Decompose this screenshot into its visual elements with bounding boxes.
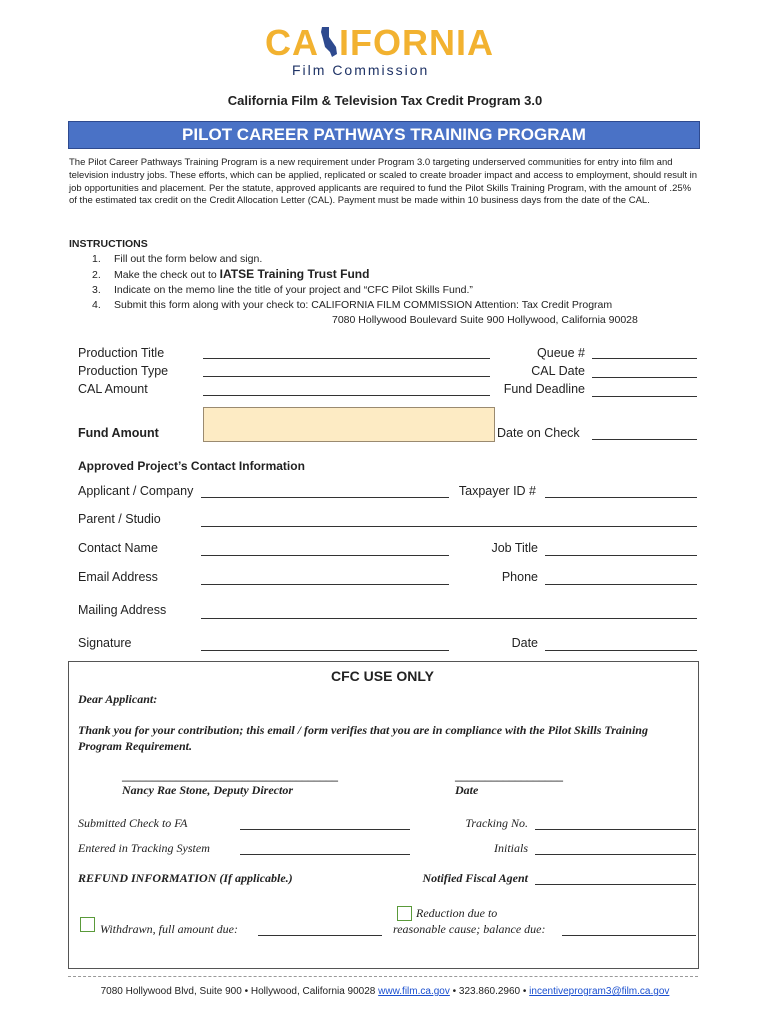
- logo-text-b: IFORNIA: [339, 22, 494, 63]
- submitted-check-field[interactable]: [240, 829, 410, 830]
- date-on-check-field[interactable]: [592, 439, 697, 440]
- signature-date-label: Date: [511, 636, 538, 650]
- withdrawn-amount-field[interactable]: [258, 935, 382, 936]
- cal-amount-label: CAL Amount: [78, 382, 148, 396]
- submitted-check-label: Submitted Check to FA: [78, 816, 188, 830]
- taxpayer-id-field[interactable]: [545, 497, 697, 498]
- thank-you-text: Thank you for your contribution; this email / form verifies that you are in compliance with the Pilot Skills Training Program Requirement.: [78, 723, 648, 753]
- footer-website-link[interactable]: www.film.ca.gov: [378, 986, 450, 997]
- email-field[interactable]: [201, 584, 449, 585]
- production-title-label: Production Title: [78, 346, 165, 360]
- initials-field[interactable]: [535, 854, 696, 855]
- mailing-address-field[interactable]: [201, 618, 697, 619]
- contact-name-field[interactable]: [201, 555, 449, 556]
- director-name: Nancy Rae Stone, Deputy Director: [122, 783, 293, 797]
- instruction-1: 1. Fill out the form below and sign.: [92, 253, 263, 265]
- instructions-list: [92, 252, 638, 328]
- signature-field[interactable]: [201, 650, 449, 651]
- footer-bullet-2: •: [522, 986, 527, 997]
- contact-heading: Approved Project’s Contact Information: [78, 459, 305, 473]
- title-banner: PILOT CAREER PATHWAYS TRAINING PROGRAM: [68, 121, 700, 149]
- production-type-field[interactable]: [203, 376, 490, 377]
- notified-fiscal-field[interactable]: [535, 884, 696, 885]
- reduction-balance-field[interactable]: [562, 935, 696, 936]
- job-title-field[interactable]: [545, 555, 697, 556]
- withdrawn-label: Withdrawn, full amount due:: [100, 922, 238, 936]
- job-title-label: Job Title: [491, 541, 538, 555]
- notified-fiscal-label: Notified Fiscal Agent: [422, 871, 528, 885]
- intro-paragraph: The Pilot Career Pathways Training Program is a new requirement under Program 3.0 targeting underserved communities for entry into film and television industry jobs. These efforts, which can be applied, replicated or scaled to create broader impact and access to employment, should result in job opportunities and placement. Per the statute, approved applicants are required to fund the Pilot Skills Training Program, with the amount of .25% of the estimated tax credit on the Credit Allocation Letter (CAL). Payment must be made within 10 business days from the date of the CAL.: [69, 157, 698, 207]
- tracking-no-field[interactable]: [535, 829, 696, 830]
- fund-amount-field[interactable]: [203, 407, 495, 442]
- parent-studio-field[interactable]: [201, 526, 697, 527]
- phone-field[interactable]: [545, 584, 697, 585]
- reduction-label-2: reasonable cause; balance due:: [393, 922, 546, 936]
- logo-text-a: CA: [265, 22, 319, 63]
- taxpayer-id-label: Taxpayer ID #: [458, 484, 536, 498]
- parent-studio-label: Parent / Studio: [78, 512, 161, 526]
- entered-tracking-label: Entered in Tracking System: [78, 841, 210, 855]
- director-date-line: __________________: [455, 769, 563, 783]
- cfc-title: CFC USE ONLY: [331, 668, 434, 684]
- signature-date-field[interactable]: [545, 650, 697, 651]
- entered-tracking-field[interactable]: [240, 854, 410, 855]
- footer-address: 7080 Hollywood Blvd, Suite 900 • Hollywood, California 90028: [100, 986, 376, 997]
- initials-label: Initials: [493, 841, 528, 855]
- contact-name-label: Contact Name: [78, 541, 158, 555]
- instruction-2: 2. Make the check out to IATSE Training Trust Fund: [92, 267, 370, 281]
- phone-label: Phone: [501, 570, 538, 584]
- dear-applicant: Dear Applicant:: [78, 692, 158, 706]
- logo-wordmark: [265, 22, 494, 64]
- california-state-icon: [320, 27, 338, 57]
- instruction-3: 3. Indicate on the memo line the title of your project and “CFC Pilot Skills Fund.”: [92, 284, 473, 296]
- refund-info-label: REFUND INFORMATION (If applicable.): [78, 871, 293, 885]
- footer-divider: [68, 976, 698, 977]
- fund-amount-label: Fund Amount: [78, 426, 159, 440]
- withdrawn-checkbox[interactable]: [80, 917, 95, 932]
- tracking-no-label: Tracking No.: [465, 816, 528, 830]
- footer-bullet-1: •: [452, 986, 457, 997]
- mailing-address-label: Mailing Address: [78, 603, 167, 617]
- footer-email-link[interactable]: incentiveprogram3@film.ca.gov: [529, 986, 670, 997]
- applicant-label: Applicant / Company: [78, 484, 194, 498]
- applicant-field[interactable]: [201, 497, 449, 498]
- queue-field[interactable]: [592, 358, 697, 359]
- cal-amount-field[interactable]: [203, 395, 490, 396]
- fund-deadline-field[interactable]: [592, 396, 697, 397]
- date-on-check-label: Date on Check: [497, 426, 580, 440]
- instruction-address: 7080 Hollywood Boulevard Suite 900 Hollywood, California 90028: [332, 314, 638, 326]
- director-date-label: Date: [455, 783, 479, 797]
- footer-phone: 323.860.2960: [458, 986, 521, 997]
- production-type-label: Production Type: [78, 364, 169, 378]
- queue-label: Queue #: [537, 346, 585, 360]
- logo-subtitle: Film Commission: [292, 62, 430, 78]
- production-title-field[interactable]: [203, 358, 490, 359]
- email-label: Email Address: [78, 570, 158, 584]
- cal-date-field[interactable]: [592, 377, 697, 378]
- instruction-4: 4. Submit this form along with your check to: CALIFORNIA FILM COMMISSION Attention: Tax Credit Program: [92, 299, 613, 311]
- program-title: California Film & Television Tax Credit Program 3.0: [227, 93, 543, 108]
- footer: [0, 986, 770, 997]
- reduction-checkbox[interactable]: [397, 906, 412, 921]
- reduction-label-1: Reduction due to: [416, 906, 498, 920]
- signature-label: Signature: [78, 636, 132, 650]
- cal-date-label: CAL Date: [531, 364, 585, 378]
- fund-deadline-label: Fund Deadline: [503, 382, 585, 396]
- instructions-heading: INSTRUCTIONS: [69, 238, 148, 250]
- director-signature-line: ____________________________________: [122, 769, 338, 783]
